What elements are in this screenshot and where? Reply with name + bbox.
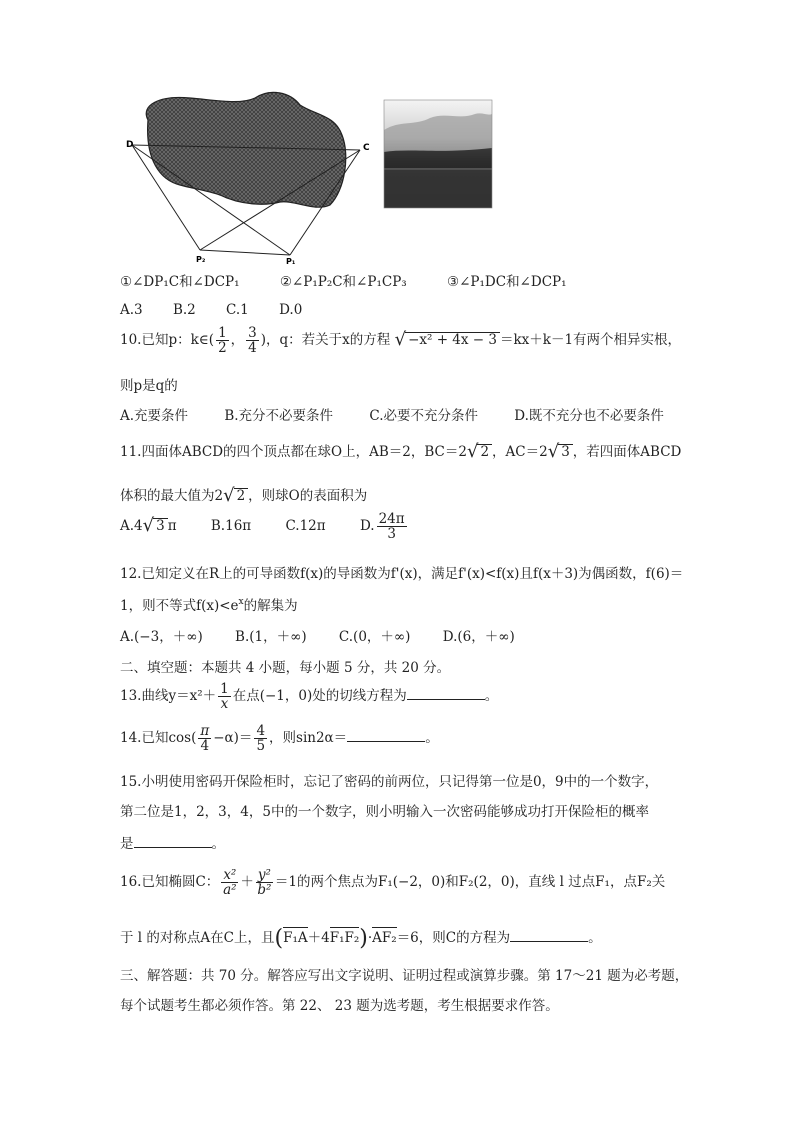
q16-vector-2: F₁F₂ xyxy=(329,930,360,946)
q12-choice-a: A.(−3，＋∞) xyxy=(120,629,203,645)
q11-rad-3: 2 xyxy=(234,488,249,504)
q10-frac-1: $\frac{1}{2}$ xyxy=(218,325,227,357)
q16-answer-blank[interactable] xyxy=(510,929,588,942)
q9-option-1: ①∠DP₁C和∠DCP₁ xyxy=(120,274,240,290)
q9-options xyxy=(120,270,567,290)
q15-line2: 第二位是1，2，3，4，5中的一个数字，则小明输入一次密码能够成功打开保险柜的概率 xyxy=(120,804,649,820)
q16-text-1: 16.已知椭圆C： xyxy=(120,874,220,891)
q9-choices xyxy=(120,302,302,318)
q15-answer-blank[interactable] xyxy=(134,835,212,848)
q10-text-3: ＝kx＋k－1有两个相异实根， xyxy=(499,332,682,349)
q13-frac: $\frac{1}{x}$ xyxy=(220,681,229,713)
q16-vector-3: AF₂ xyxy=(372,930,397,946)
q10-choice-a: A.充要条件 xyxy=(120,408,189,424)
q11-text-4: 体积的最大值为2 xyxy=(120,488,224,504)
q11-stem: 11.四面体ABCD的四个顶点都在球O上，AB＝2，BC＝2√ 2 ，AC＝2√ 3 ，若四面体ABCD xyxy=(120,441,682,462)
q10-comma: ， xyxy=(230,332,245,349)
q11-line2: 体积的最大值为2√ 2 ，则球O的表面积为 xyxy=(120,485,368,506)
q12-text-1: 1，则不等式f(x)<e xyxy=(120,598,239,614)
q16-frac-2: $\frac{\text{y²}}{\text{b²}}$ xyxy=(257,867,272,899)
q12-sup: x xyxy=(238,597,244,607)
q10-stem: 10.已知p：k∈( $\frac{1}{2}$ ， $\frac{3}{4}$ )，q：若关于x的方程 √ −x² + 4x − 3 ＝kx＋k－1有两个相异实根， xyxy=(120,325,682,357)
label-p2: P₂ xyxy=(196,255,206,264)
q9-option-2: ②∠P₁P₂C和∠P₁CP₃ xyxy=(279,274,407,290)
q11-rad-1: 2 xyxy=(477,444,492,460)
section-3-line2: 每个试题考生都必须作答。第 22、 23 题为选考题，考生根据要求作答。 xyxy=(120,998,559,1014)
q16-text-2: ＝1的两个焦点为F₁(−2，0)和F₂(2，0)，直线 l 过点F₁，点F₂关 xyxy=(274,874,666,891)
section-3-line1: 三、解答题：共 70 分。解答应写出文字说明、证明过程或演算步骤。第 17～21 题为必考题， xyxy=(120,968,689,984)
label-c: C xyxy=(363,143,370,153)
q10-text-1: 10.已知p：k∈( xyxy=(120,332,215,349)
q14-text-2: −α)＝ xyxy=(213,730,253,747)
q10-radical: −x² + 4x − 3 xyxy=(405,332,500,348)
q11-choices xyxy=(120,512,409,541)
q14-answer-blank[interactable] xyxy=(347,729,425,742)
lake-shape xyxy=(146,92,346,207)
q12-choice-d: D.(6，＋∞) xyxy=(442,629,515,645)
q12-choice-b: B.(1，＋∞) xyxy=(235,629,307,645)
q11-text-5: ，则球O的表面积为 xyxy=(248,488,368,504)
q9-option-3: ③∠P₁DC和∠DCP₁ xyxy=(447,274,567,290)
q15-line1: 15.小明使用密码开保险柜时，忘记了密码的前两位，只记得第一位是0，9中的一个数字， xyxy=(120,774,659,790)
label-d: D xyxy=(126,140,134,150)
q11-choice-d: D. $\frac{24\pi}{3}$ xyxy=(359,511,405,543)
q16-text-3: 于 l 的对称点A在C上，且 xyxy=(120,930,275,946)
q13-answer-blank[interactable] xyxy=(407,687,485,700)
q16-line1: 16.已知椭圆C： $\frac{\text{x²}}{\text{a²}}$ ＋ $\frac{\text{y²}}{\text{b²}}$ ＝1的两个焦点为F₁(−2，0)和F₂(2，0)，直线 l 过点F₁，点F₂关 xyxy=(120,867,666,899)
geometry-figure xyxy=(120,90,500,265)
q15-line3: 是 。 xyxy=(120,836,225,852)
q16-line2: 于 l 的对称点A在C上，且(F₁A＋4F₁F₂)·AF₂＝6，则C的方程为 。 xyxy=(120,926,602,951)
q13-text-2: 在点(−1，0)处的切线方程为 xyxy=(232,688,407,705)
q14-text-3: ，则sin2α＝ xyxy=(269,730,348,747)
q14-stem: 14.已知cos( $\frac{\pi}{4}$ −α)＝ $\frac{4}{5}$ ，则sin2α＝ 。 xyxy=(120,723,439,755)
label-p1: P₁ xyxy=(286,257,296,265)
q11-rad-2: 3 xyxy=(558,444,573,460)
q11-text-2: ，AC＝2 xyxy=(492,444,548,460)
q11-text-1: 11.四面体ABCD的四个顶点都在球O上，AB＝2，BC＝2 xyxy=(120,444,467,460)
q9-choice-d: D.0 xyxy=(279,302,303,318)
q10-frac-2: $\frac{3}{4}$ xyxy=(248,325,257,357)
q12-choices xyxy=(120,625,515,645)
q9-choice-b: B.2 xyxy=(172,302,196,318)
q12-text-2: 的解集为 xyxy=(243,598,298,614)
q16-frac-1: $\frac{\text{x²}}{\text{a²}}$ xyxy=(223,867,237,899)
landscape-photo xyxy=(384,100,492,208)
q12-choice-c: C.(0，＋∞) xyxy=(338,629,411,645)
q10-choice-b: B.充分不必要条件 xyxy=(224,408,334,424)
figure-area xyxy=(120,90,500,265)
q16-text-4: ，则C的方程为 xyxy=(418,930,511,946)
q11-choice-c: C.12π xyxy=(285,518,326,535)
q10-line2: 则p是q的 xyxy=(120,378,178,394)
q9-choice-a: A.3 xyxy=(120,302,143,318)
q10-choice-c: C.必要不充分条件 xyxy=(369,408,478,424)
q11-choice-a: A.4√ 3 π xyxy=(120,515,177,537)
q12-line2 xyxy=(120,594,298,614)
q14-frac-2: $\frac{4}{5}$ xyxy=(256,723,266,755)
q10-choice-d: D.既不充分也不必要条件 xyxy=(514,408,664,424)
q9-choice-c: C.1 xyxy=(226,302,249,318)
q13-text-1: 13.曲线y＝x²＋ xyxy=(120,688,217,705)
q11-choice-b: B.16π xyxy=(210,518,252,535)
q16-vector-1: F₁A xyxy=(283,930,308,946)
q13-stem: 13.曲线y＝x²＋ $\frac{1}{x}$ 在点(−1，0)处的切线方程为 。 xyxy=(120,681,499,713)
q14-text-1: 14.已知cos( xyxy=(120,730,197,747)
q14-frac-1: $\frac{\pi}{4}$ xyxy=(200,723,210,755)
q11-text-3: ，若四面体ABCD xyxy=(572,444,682,460)
q10-text-2: )，q：若关于x的方程 xyxy=(260,332,391,349)
section-2-heading: 二、填空题：本题共 4 小题，每小题 5 分，共 20 分。 xyxy=(120,660,451,676)
q12-line1: 12.已知定义在R上的可导函数f(x)的导函数为f'(x)，满足f'(x)<f(x)且f(x＋3)为偶函数，f(6)＝ xyxy=(120,566,684,582)
q10-choices xyxy=(120,404,664,424)
